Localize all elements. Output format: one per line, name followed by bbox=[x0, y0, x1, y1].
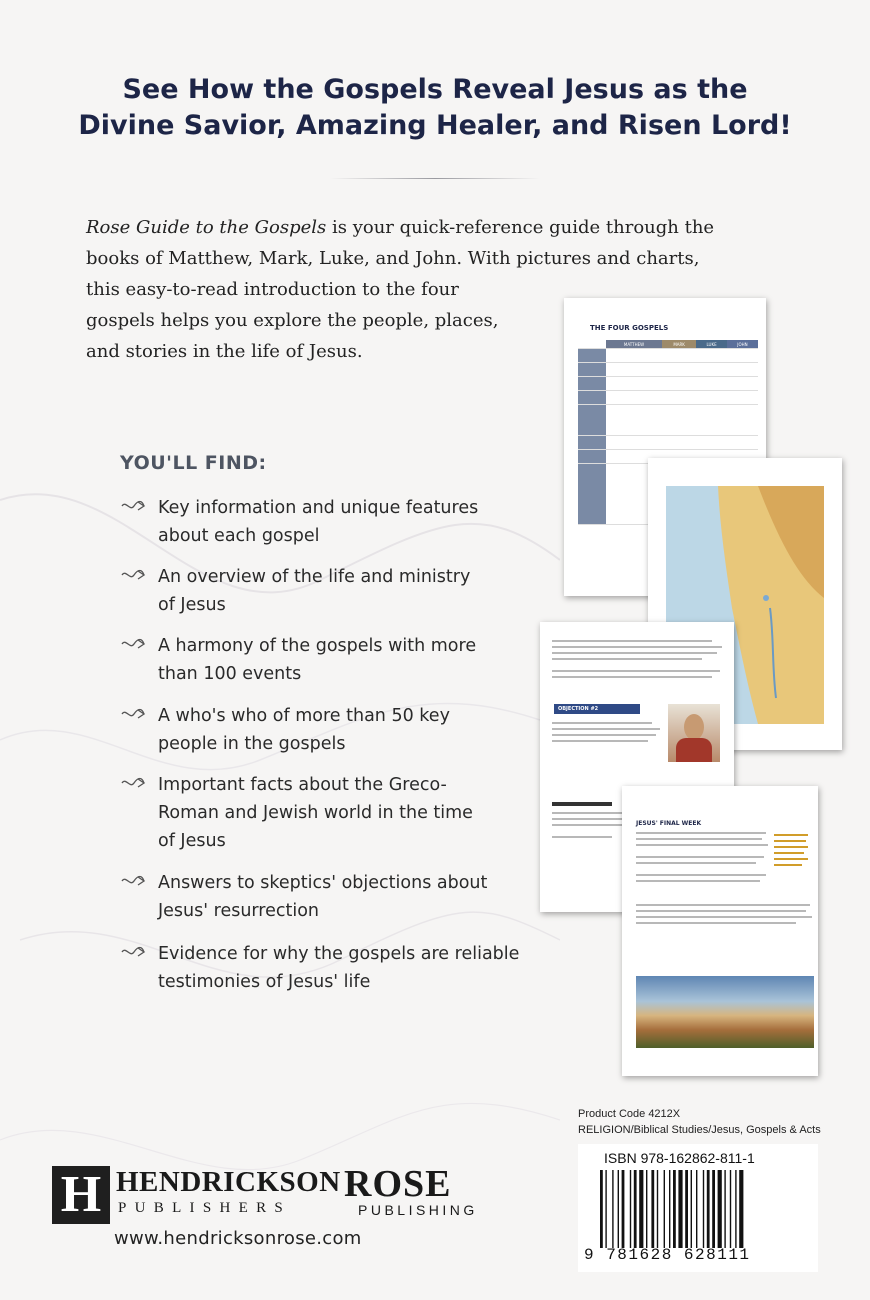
feature-line: than 100 events bbox=[158, 664, 302, 684]
book-title: Rose Guide to the Gospels bbox=[86, 217, 327, 238]
scroll-bullet-icon bbox=[120, 568, 146, 582]
gospel-header: LUKE bbox=[696, 340, 727, 349]
barcode-stripe bbox=[605, 1170, 606, 1248]
barcode-stripe bbox=[703, 1170, 704, 1248]
gospel-header: MATTHEW bbox=[606, 340, 662, 349]
headline-line-1: See How the Gospels Reveal Jesus as the bbox=[122, 74, 748, 105]
four-gospels-title: THE FOUR GOSPELS bbox=[590, 324, 669, 332]
barcode-stripe bbox=[639, 1170, 643, 1248]
barcode-stripe bbox=[646, 1170, 647, 1248]
barcode-stripe bbox=[739, 1170, 743, 1248]
publisher-name: HENDRICKSON bbox=[116, 1166, 341, 1198]
feature-line: people in the gospels bbox=[158, 734, 346, 754]
barcode bbox=[578, 1144, 818, 1272]
intro-line bbox=[86, 212, 766, 243]
intro-text: is your quick-reference guide through the bbox=[326, 217, 715, 238]
scroll-bullet-icon bbox=[120, 707, 146, 721]
objection-label: OBJECTION #2 bbox=[554, 704, 640, 714]
gospel-header: MARK bbox=[662, 340, 696, 349]
feature-line: Answers to skeptics' objections about bbox=[158, 873, 488, 893]
barcode-stripe bbox=[673, 1170, 676, 1248]
barcode-stripe bbox=[685, 1170, 688, 1248]
feature-line: of Jesus bbox=[158, 831, 226, 851]
barcode-stripe bbox=[691, 1170, 692, 1248]
publisher-sub: PUBLISHERS bbox=[118, 1200, 292, 1216]
barcode-stripe bbox=[600, 1170, 603, 1248]
feature-line: Roman and Jewish world in the time bbox=[158, 803, 473, 823]
feature-item bbox=[120, 702, 560, 758]
barcode-stripe bbox=[612, 1170, 613, 1248]
product-info bbox=[578, 1106, 821, 1138]
barcode-stripe bbox=[718, 1170, 722, 1248]
feature-line: Important facts about the Greco- bbox=[158, 775, 447, 795]
barcode-digits: 9 781628 628111 bbox=[584, 1246, 751, 1264]
scroll-bullet-icon bbox=[120, 776, 146, 790]
barcode-stripe bbox=[669, 1170, 670, 1248]
feature-line: An overview of the life and ministry bbox=[158, 567, 471, 587]
barcode-stripe bbox=[678, 1170, 682, 1248]
hendrickson-mark: H bbox=[52, 1166, 110, 1224]
isbn: ISBN 978-162862-811-1 bbox=[604, 1150, 755, 1166]
feature-item bbox=[120, 563, 560, 619]
product-category: RELIGION/Biblical Studies/Jesus, Gospels & Acts bbox=[578, 1124, 821, 1136]
feature-line: Jesus' resurrection bbox=[158, 901, 320, 921]
barcode-stripe bbox=[630, 1170, 631, 1248]
barcode-stripe bbox=[696, 1170, 697, 1248]
feature-item bbox=[120, 632, 560, 688]
barcode-stripe bbox=[618, 1170, 619, 1248]
scroll-bullet-icon bbox=[120, 945, 146, 959]
barcode-stripe bbox=[622, 1170, 625, 1248]
final-week-title: JESUS' FINAL WEEK bbox=[636, 820, 702, 827]
barcode-stripe bbox=[634, 1170, 637, 1248]
barcode-stripe bbox=[735, 1170, 736, 1248]
quote-box bbox=[772, 830, 812, 920]
scroll-bullet-icon bbox=[120, 637, 146, 651]
scroll-bullet-icon bbox=[120, 874, 146, 888]
intro-line: this easy-to-read introduction to the four bbox=[86, 279, 459, 300]
barcode-stripe bbox=[730, 1170, 731, 1248]
feature-line: A who's who of more than 50 key bbox=[158, 706, 450, 726]
feature-item bbox=[120, 869, 560, 925]
jesus-portrait bbox=[668, 704, 720, 762]
rose-publishing-label: PUBLISHING bbox=[358, 1202, 478, 1218]
scroll-bullet-icon bbox=[120, 499, 146, 513]
feature-line: Key information and unique features bbox=[158, 498, 479, 518]
headline-line-2: Divine Savior, Amazing Healer, and Risen Lord! bbox=[78, 110, 792, 141]
feature-item bbox=[120, 940, 560, 996]
feature-item bbox=[120, 494, 560, 550]
feature-item bbox=[120, 771, 560, 855]
feature-line: of Jesus bbox=[158, 595, 226, 615]
jerusalem-photo bbox=[636, 976, 814, 1048]
barcode-stripe bbox=[712, 1170, 715, 1248]
website-url: www.hendricksonrose.com bbox=[114, 1228, 362, 1249]
rose-logo: ROSE bbox=[344, 1163, 452, 1205]
feature-line: Evidence for why the gospels are reliable bbox=[158, 944, 520, 964]
barcode-bars bbox=[600, 1170, 800, 1248]
feature-line: about each gospel bbox=[158, 526, 320, 546]
gospel-header: JOHN bbox=[727, 340, 758, 349]
youll-find-heading: YOU'LL FIND: bbox=[120, 452, 267, 474]
barcode-stripe bbox=[664, 1170, 665, 1248]
barcode-stripe bbox=[657, 1170, 658, 1248]
barcode-stripe bbox=[651, 1170, 654, 1248]
preview-page-final-week bbox=[622, 786, 818, 1076]
intro-line: books of Matthew, Mark, Luke, and John. With pictures and charts, bbox=[86, 248, 700, 269]
feature-line: testimonies of Jesus' life bbox=[158, 972, 371, 992]
barcode-stripe bbox=[724, 1170, 725, 1248]
headline bbox=[40, 72, 830, 144]
intro-line: and stories in the life of Jesus. bbox=[86, 341, 363, 362]
product-code: Product Code 4212X bbox=[578, 1108, 681, 1120]
feature-line: A harmony of the gospels with more bbox=[158, 636, 477, 656]
divider bbox=[330, 178, 540, 179]
barcode-stripe bbox=[707, 1170, 710, 1248]
intro-line: gospels helps you explore the people, places, bbox=[86, 310, 499, 331]
